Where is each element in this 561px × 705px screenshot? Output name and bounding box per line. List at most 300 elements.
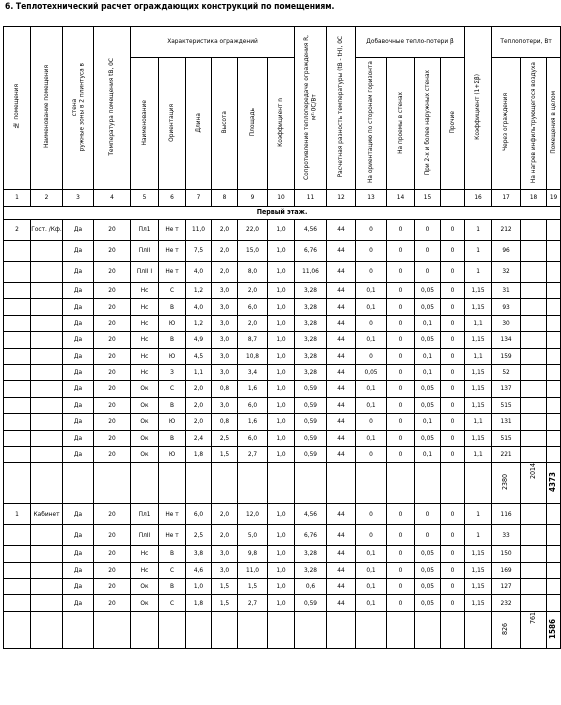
hdr-add-other: Прочие (441, 58, 465, 190)
cell-c11: 3,28 (295, 546, 327, 562)
col-number: 3 (63, 190, 94, 207)
cell-c11: 0,59 (295, 595, 327, 611)
cell-c17: 134 (492, 332, 521, 348)
cell-no (4, 397, 31, 413)
cell-c16: 1,15 (465, 299, 492, 315)
cell-c10: 1,0 (268, 283, 295, 299)
cell-c7: 1,2 (186, 283, 212, 299)
cell-empty (212, 611, 238, 648)
cell-name (31, 315, 63, 331)
cell-c17: 212 (492, 220, 521, 241)
cell-c16: 1,15 (465, 283, 492, 299)
cell-c3: Да (63, 504, 94, 525)
cell-c9: 2,7 (238, 595, 268, 611)
cell-c14: 0 (387, 414, 415, 430)
cell-c16: 1,1 (465, 315, 492, 331)
cell-c6: Не т (159, 504, 186, 525)
cell-c10: 1,0 (268, 414, 295, 430)
hdr-resist: Сопротивление теплопередаче ограждения R, м²·0С/Вт (295, 27, 327, 190)
cell-empty (547, 262, 561, 283)
cell-c4: 20 (94, 430, 131, 446)
cell-c15: 0 (415, 220, 441, 241)
cell-c15: 0,1 (415, 348, 441, 364)
cell-c5: ПлII (131, 525, 159, 546)
cell-empty (356, 463, 387, 504)
cell-c14: 0 (387, 348, 415, 364)
cell-c15b: 0 (441, 262, 465, 283)
table-row (4, 283, 561, 299)
cell-c11: 4,56 (295, 504, 327, 525)
cell-empty (415, 611, 441, 648)
col-number: 19 (547, 190, 561, 207)
cell-empty (441, 463, 465, 504)
cell-empty (295, 463, 327, 504)
cell-c4: 20 (94, 220, 131, 241)
hdr-koef-n: Коэффициент n (268, 58, 295, 190)
cell-c17: 93 (492, 299, 521, 315)
cell-empty (547, 332, 561, 348)
cell-c15b: 0 (441, 446, 465, 462)
cell-c17: 131 (492, 414, 521, 430)
cell-no (4, 381, 31, 397)
cell-c12: 44 (327, 381, 356, 397)
cell-c3: Да (63, 332, 94, 348)
cell-c5: Нс (131, 546, 159, 562)
cell-c9: 5,0 (238, 525, 268, 546)
cell-empty (521, 430, 547, 446)
cell-c15b: 0 (441, 220, 465, 241)
cell-c17: 116 (492, 504, 521, 525)
col-number: 14 (387, 190, 415, 207)
cell-c9: 1,6 (238, 414, 268, 430)
cell-empty (268, 611, 295, 648)
cell-empty (521, 220, 547, 241)
cell-c13: 0 (356, 241, 387, 262)
cell-c14: 0 (387, 579, 415, 595)
cell-c15b: 0 (441, 315, 465, 331)
cell-c3: Да (63, 546, 94, 562)
cell-c14: 0 (387, 299, 415, 315)
cell-empty (415, 463, 441, 504)
cell-c7: 2,0 (186, 381, 212, 397)
cell-empty (387, 463, 415, 504)
cell-empty (131, 611, 159, 648)
cell-empty (465, 463, 492, 504)
cell-c16: 1,15 (465, 579, 492, 595)
cell-c10: 1,0 (268, 315, 295, 331)
cell-c16: 1 (465, 504, 492, 525)
hdr-area: Площадь (238, 58, 268, 190)
cell-c8: 3,0 (212, 332, 238, 348)
cell-empty (212, 463, 238, 504)
cell-name (31, 446, 63, 462)
cell-c9: 22,0 (238, 220, 268, 241)
sum-value: 826 (501, 622, 510, 635)
cell-c8: 2,0 (212, 525, 238, 546)
table-row (4, 397, 561, 413)
cell-empty (547, 397, 561, 413)
cell-c17: 232 (492, 595, 521, 611)
cell-name (31, 525, 63, 546)
cell-c16: 1,15 (465, 381, 492, 397)
cell-empty (547, 364, 561, 380)
cell-c7: 4,9 (186, 332, 212, 348)
cell-c7: 2,5 (186, 525, 212, 546)
cell-empty (295, 611, 327, 648)
cell-empty (94, 463, 131, 504)
cell-empty (131, 463, 159, 504)
cell-c4: 20 (94, 315, 131, 331)
cell-c10: 1,0 (268, 446, 295, 462)
sum-value: 4373 (548, 472, 558, 493)
cell-c8: 3,0 (212, 397, 238, 413)
cell-c7: 4,0 (186, 262, 212, 283)
cell-c4: 20 (94, 504, 131, 525)
cell-no (4, 283, 31, 299)
cell-c5: Ок (131, 579, 159, 595)
hdr-add-group: Добавочные тепло-потери β (356, 27, 465, 58)
cell-c11: 0,59 (295, 446, 327, 462)
cell-c11: 6,76 (295, 525, 327, 546)
cell-c13: 0,05 (356, 364, 387, 380)
cell-c15: 0,05 (415, 579, 441, 595)
cell-empty (4, 611, 31, 648)
cell-c6: Не т (159, 241, 186, 262)
cell-c6: Ю (159, 348, 186, 364)
cell-c8: 2,0 (212, 504, 238, 525)
cell-empty (31, 463, 63, 504)
cell-c3: Да (63, 562, 94, 578)
cell-c11: 0,59 (295, 397, 327, 413)
cell-c7: 7,5 (186, 241, 212, 262)
cell-c3: Да (63, 525, 94, 546)
cell-c14: 0 (387, 220, 415, 241)
table-row (4, 364, 561, 380)
cell-c14: 0 (387, 504, 415, 525)
cell-empty (521, 446, 547, 462)
cell-c6: С (159, 381, 186, 397)
cell-c10: 1,0 (268, 348, 295, 364)
cell-name (31, 546, 63, 562)
cell-c9: 2,0 (238, 315, 268, 331)
cell-c14: 0 (387, 562, 415, 578)
cell-c8: 0,8 (212, 381, 238, 397)
cell-empty (521, 579, 547, 595)
cell-c7: 1,8 (186, 446, 212, 462)
cell-c3: Да (63, 414, 94, 430)
cell-c12: 44 (327, 546, 356, 562)
cell-c17: 515 (492, 397, 521, 413)
cell-c4: 20 (94, 446, 131, 462)
cell-c14: 0 (387, 381, 415, 397)
hdr-length: Длина (186, 58, 212, 190)
cell-empty (521, 364, 547, 380)
cell-c16: 1 (465, 262, 492, 283)
cell-no (4, 299, 31, 315)
col-number: 2 (31, 190, 63, 207)
cell-c9: 9,8 (238, 546, 268, 562)
cell-c14: 0 (387, 397, 415, 413)
cell-c13: 0,1 (356, 595, 387, 611)
cell-c5: Ок (131, 446, 159, 462)
cell-empty (521, 283, 547, 299)
cell-name (31, 364, 63, 380)
cell-c6: Не т (159, 262, 186, 283)
cell-c4: 20 (94, 262, 131, 283)
cell-c8: 2,0 (212, 241, 238, 262)
hdr-koef-beta: Коэффициент (1+Σβ) (465, 27, 492, 190)
cell-c5: Ок (131, 414, 159, 430)
cell-c13: 0,1 (356, 299, 387, 315)
cell-c7: 4,6 (186, 562, 212, 578)
cell-c13: 0 (356, 220, 387, 241)
cell-empty (186, 463, 212, 504)
cell-c15: 0 (415, 241, 441, 262)
cell-c10: 1,0 (268, 262, 295, 283)
cell-c17: 33 (492, 525, 521, 546)
table-row (4, 504, 561, 525)
page-title: 6. Теплотехнический расчет ограждающих конструкций по помещениям. (5, 2, 335, 12)
col-number: 5 (131, 190, 159, 207)
cell-c10: 1,0 (268, 546, 295, 562)
table-row (4, 546, 561, 562)
cell-empty (159, 611, 186, 648)
cell-c16: 1 (465, 220, 492, 241)
cell-empty (547, 579, 561, 595)
sum-c18 (521, 463, 547, 504)
cell-c10: 1,0 (268, 220, 295, 241)
cell-c4: 20 (94, 332, 131, 348)
cell-c7: 1,1 (186, 364, 212, 380)
cell-c14: 0 (387, 446, 415, 462)
cell-empty (327, 463, 356, 504)
cell-c8: 2,0 (212, 220, 238, 241)
cell-c10: 1,0 (268, 241, 295, 262)
cell-c14: 0 (387, 525, 415, 546)
cell-name (31, 414, 63, 430)
cell-c6: В (159, 299, 186, 315)
table-row (4, 414, 561, 430)
cell-c11: 0,59 (295, 430, 327, 446)
cell-empty (521, 315, 547, 331)
hdr-naim: Наименование (131, 58, 159, 190)
cell-c6: Не т (159, 525, 186, 546)
cell-c7: 6,0 (186, 504, 212, 525)
cell-c10: 1,0 (268, 381, 295, 397)
cell-c3: Да (63, 262, 94, 283)
cell-c16: 1,15 (465, 430, 492, 446)
cell-empty (327, 611, 356, 648)
cell-c15b: 0 (441, 430, 465, 446)
cell-c16: 1,15 (465, 595, 492, 611)
cell-c15: 0,1 (415, 364, 441, 380)
col-number: 9 (238, 190, 268, 207)
cell-c15: 0,05 (415, 430, 441, 446)
cell-c13: 0 (356, 525, 387, 546)
cell-c13: 0,1 (356, 397, 387, 413)
cell-c5: Ок (131, 397, 159, 413)
sum-c17 (492, 463, 521, 504)
col-number: 4 (94, 190, 131, 207)
cell-c3: Да (63, 446, 94, 462)
cell-c14: 0 (387, 332, 415, 348)
cell-c17: 221 (492, 446, 521, 462)
sum-c19 (547, 463, 561, 504)
cell-c17: 31 (492, 283, 521, 299)
hdr-temp: Температура помещения tB, 0С (94, 27, 131, 190)
cell-c10: 1,0 (268, 430, 295, 446)
cell-c15: 0,05 (415, 595, 441, 611)
cell-c13: 0,1 (356, 579, 387, 595)
cell-c16: 1 (465, 241, 492, 262)
cell-c12: 44 (327, 315, 356, 331)
table-row (4, 262, 561, 283)
cell-c10: 1,0 (268, 595, 295, 611)
cell-empty (521, 299, 547, 315)
cell-c3: Да (63, 241, 94, 262)
sum-c18 (521, 611, 547, 648)
cell-c9: 15,0 (238, 241, 268, 262)
cell-c16: 1,15 (465, 562, 492, 578)
cell-c15: 0,1 (415, 315, 441, 331)
cell-c8: 3,0 (212, 546, 238, 562)
cell-c7: 2,0 (186, 397, 212, 413)
floor-label: Первый этаж. (4, 207, 561, 220)
cell-c4: 20 (94, 283, 131, 299)
sum-value: 2014 (528, 463, 537, 480)
cell-no (4, 430, 31, 446)
cell-c5: Нс (131, 364, 159, 380)
cell-c15: 0,05 (415, 562, 441, 578)
cell-c9: 10,8 (238, 348, 268, 364)
cell-c9: 6,0 (238, 299, 268, 315)
cell-c6: Ю (159, 414, 186, 430)
cell-c5: ПлII I (131, 262, 159, 283)
cell-c9: 11,0 (238, 562, 268, 578)
cell-c6: В (159, 579, 186, 595)
cell-empty (521, 562, 547, 578)
cell-empty (356, 611, 387, 648)
cell-c15b: 0 (441, 525, 465, 546)
cell-c17: 32 (492, 262, 521, 283)
cell-no (4, 414, 31, 430)
cell-empty (547, 546, 561, 562)
cell-c10: 1,0 (268, 332, 295, 348)
cell-c9: 1,5 (238, 579, 268, 595)
cell-c7: 2,4 (186, 430, 212, 446)
cell-c12: 44 (327, 220, 356, 241)
cell-c15: 0,05 (415, 397, 441, 413)
cell-name: Кабинет (31, 504, 63, 525)
hdr-height: Высота (212, 58, 238, 190)
cell-empty (547, 430, 561, 446)
table-row (4, 241, 561, 262)
table-row (4, 430, 561, 446)
cell-empty (4, 463, 31, 504)
cell-empty (94, 611, 131, 648)
cell-c5: Ок (131, 381, 159, 397)
table-row (4, 579, 561, 595)
cell-c6: В (159, 397, 186, 413)
cell-name (31, 562, 63, 578)
cell-c15b: 0 (441, 332, 465, 348)
cell-c15: 0,05 (415, 332, 441, 348)
cell-no (4, 595, 31, 611)
table-row (4, 220, 561, 241)
cell-c7: 1,0 (186, 579, 212, 595)
cell-c4: 20 (94, 364, 131, 380)
cell-c6: В (159, 430, 186, 446)
cell-empty (238, 611, 268, 648)
cell-empty (268, 463, 295, 504)
cell-c16: 1,15 (465, 397, 492, 413)
cell-c8: 3,0 (212, 562, 238, 578)
cell-c12: 44 (327, 595, 356, 611)
cell-c7: 2,0 (186, 414, 212, 430)
cell-c16: 1,15 (465, 332, 492, 348)
cell-c4: 20 (94, 525, 131, 546)
cell-c12: 44 (327, 579, 356, 595)
summary-row (4, 463, 561, 504)
cell-c9: 3,4 (238, 364, 268, 380)
cell-c7: 1,8 (186, 595, 212, 611)
cell-c10: 1,0 (268, 525, 295, 546)
cell-c10: 1,0 (268, 562, 295, 578)
cell-c4: 20 (94, 397, 131, 413)
cell-c9: 6,0 (238, 430, 268, 446)
cell-no (4, 315, 31, 331)
cell-c16: 1,1 (465, 348, 492, 364)
cell-empty (521, 595, 547, 611)
cell-c12: 44 (327, 430, 356, 446)
col-number: 18 (521, 190, 547, 207)
cell-c15: 0,05 (415, 546, 441, 562)
cell-c3: Да (63, 430, 94, 446)
cell-c15: 0,05 (415, 283, 441, 299)
cell-c12: 44 (327, 332, 356, 348)
cell-c16: 1,1 (465, 446, 492, 462)
cell-c5: Нс (131, 332, 159, 348)
cell-c17: 150 (492, 546, 521, 562)
hdr-add-orient: На ориентацию по сторонам горизонта (356, 58, 387, 190)
col-number: 1 (4, 190, 31, 207)
cell-c5: Ок (131, 430, 159, 446)
cell-c5: Ок (131, 595, 159, 611)
cell-no (4, 262, 31, 283)
cell-c4: 20 (94, 299, 131, 315)
cell-no (4, 546, 31, 562)
cell-c13: 0,1 (356, 430, 387, 446)
cell-c12: 44 (327, 446, 356, 462)
cell-c17: 127 (492, 579, 521, 595)
cell-c17: 515 (492, 430, 521, 446)
cell-c12: 44 (327, 525, 356, 546)
cell-c14: 0 (387, 241, 415, 262)
cell-c11: 0,6 (295, 579, 327, 595)
cell-empty (547, 283, 561, 299)
col-number: 16 (465, 190, 492, 207)
cell-c13: 0 (356, 504, 387, 525)
cell-c15: 0,05 (415, 299, 441, 315)
cell-c13: 0 (356, 348, 387, 364)
cell-empty (547, 381, 561, 397)
cell-c11: 3,28 (295, 299, 327, 315)
cell-c13: 0,1 (356, 283, 387, 299)
cell-c3: Да (63, 220, 94, 241)
col-number: 7 (186, 190, 212, 207)
hdr-loss-group: Теплопотери, Вт (492, 27, 561, 58)
hdr-add-in: На проемы в стенах (387, 58, 415, 190)
